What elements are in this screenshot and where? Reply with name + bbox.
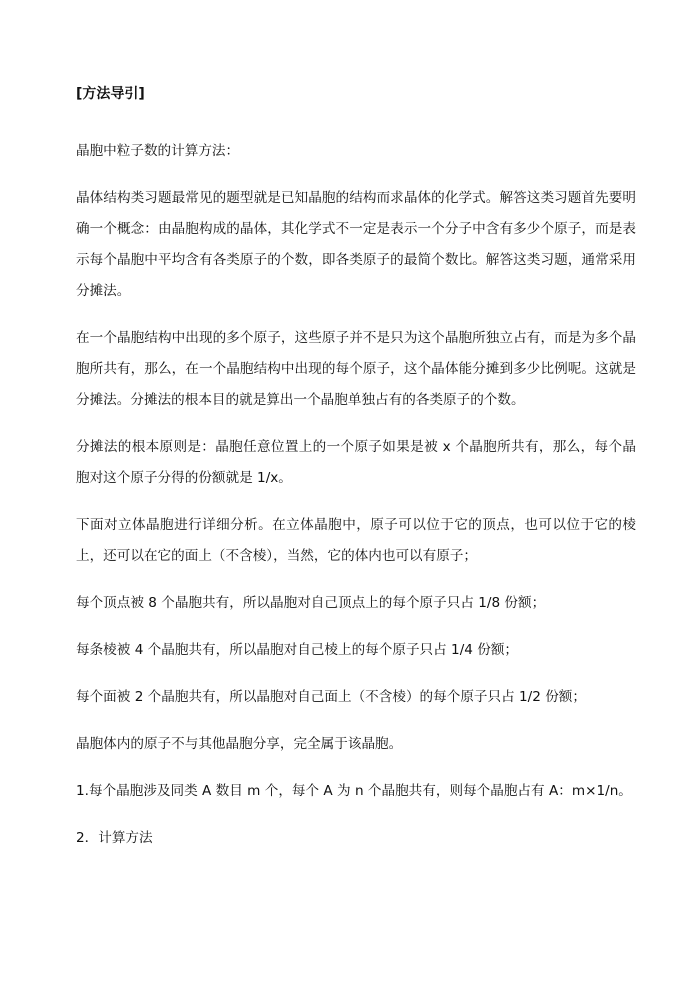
paragraph-cell-analysis: 下面对立体晶胞进行详细分析。在立体晶胞中，原子可以位于它的顶点，也可以位于它的棱上，还可以在它的面上（不含棱），当然，它的体内也可以有原子；	[76, 517, 636, 564]
paragraph-item-2: 2．计算方法	[76, 830, 153, 846]
paragraph-face-rule: 每个面被 2 个晶胞共有，所以晶胞对自己面上（不含棱）的每个原子只占 1/2 份额；	[76, 689, 586, 705]
paragraph-interior-rule: 晶胞体内的原子不与其他晶胞分享，完全属于该晶胞。	[76, 736, 403, 752]
paragraph-apportion-method: 在一个晶胞结构中出现的多个原子，这些原子并不是只为这个晶胞所独立占有，而是为多个晶胞所共有，那么，在一个晶胞结构中出现的每个原子，这个晶体能分摊到多少比例呢。这就是分摊法。分摊法的根本目的就是算出一个晶胞单独占有的各类原子的个数。	[76, 330, 636, 408]
paragraph-basic-principle: 分摊法的根本原则是：晶胞任意位置上的一个原子如果是被 x 个晶胞所共有，那么，每个晶胞对这个原子分得的份额就是 1/x。	[76, 439, 636, 486]
paragraph-edge-rule: 每条棱被 4 个晶胞共有，所以晶胞对自己棱上的每个原子只占 1/4 份额；	[76, 642, 519, 658]
paragraph-item-1: 1.每个晶胞涉及同类 A 数目 m 个，每个 A 为 n 个晶胞共有，则每个晶胞占有 A：m×1/n。	[76, 783, 632, 799]
section-heading: [方法导引]	[76, 86, 145, 102]
paragraph-problem-type: 晶体结构类习题最常见的题型就是已知晶胞的结构而求晶体的化学式。解答这类习题首先要明确一个概念：由晶胞构成的晶体，其化学式不一定是表示一个分子中含有多少个原子，而是表示每个晶胞中平均含有各类原子的个数，即各类原子的最简个数比。解答这类习题，通常采用分摊法。	[76, 190, 636, 299]
paragraph-intro: 晶胞中粒子数的计算方法：	[76, 143, 240, 159]
paragraph-vertex-rule: 每个顶点被 8 个晶胞共有，所以晶胞对自己顶点上的每个原子只占 1/8 份额；	[76, 595, 546, 611]
